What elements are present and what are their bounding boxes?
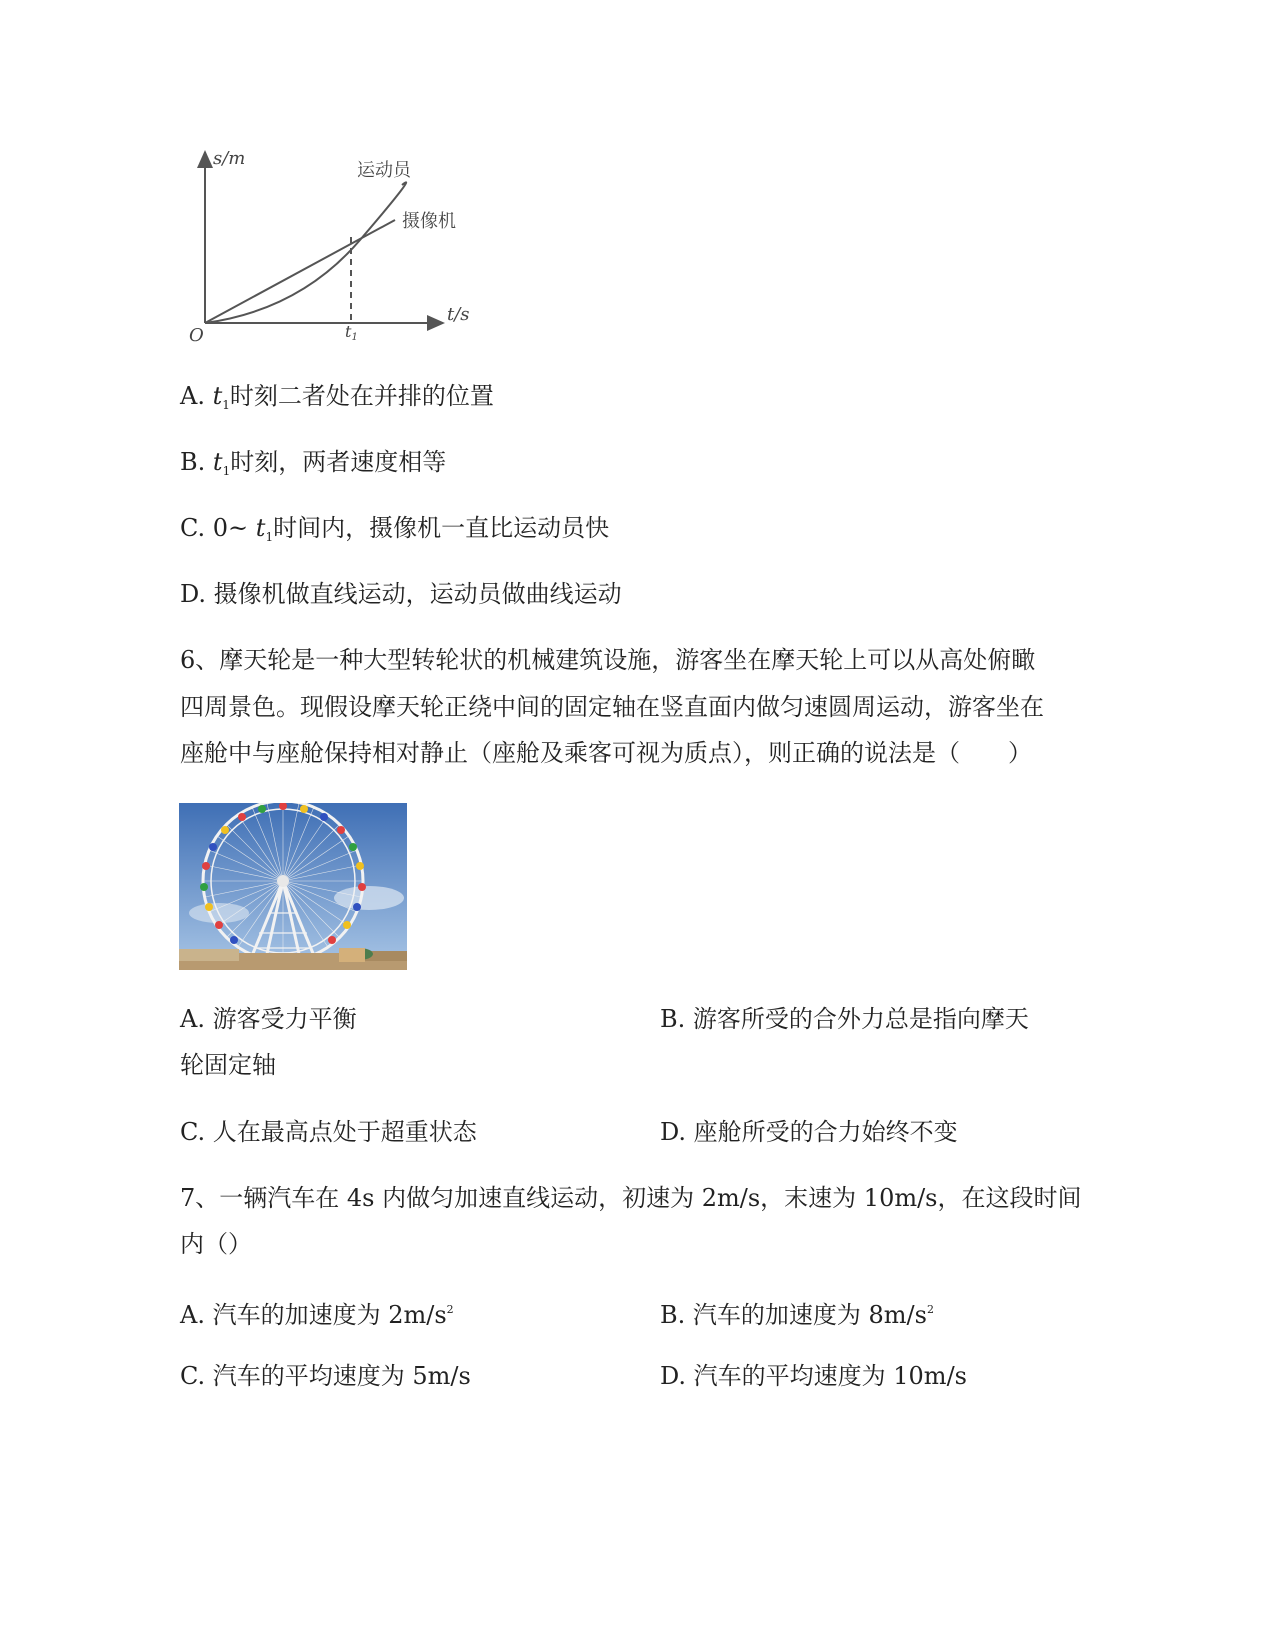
q6-stem-line3: 座舱中与座舱保持相对静止（座舱及乘客可视为质点），则正确的说法是（ ） — [180, 739, 1032, 767]
q7-stem-line1: 7、一辆汽车在 4s 内做匀加速直线运动，初速为 2m/s，末速为 10m/s，在这段时间 — [180, 1184, 1082, 1212]
q6-stem-line1: 6、摩天轮是一种大型转轮状的机械建筑设施，游客坐在摩天轮上可以从高处俯瞰 — [180, 646, 1036, 674]
s-t-graph — [180, 140, 500, 355]
q7-option-c: C. 汽车的平均速度为 5m/s — [180, 1362, 471, 1390]
y-axis-label: s/m — [213, 148, 246, 169]
athlete-curve — [205, 182, 406, 323]
t1-label: t1 — [345, 322, 358, 343]
q5-option-b: B. $t_1$时刻，两者速度相等 — [180, 448, 447, 478]
ferris-wheel-photo — [179, 803, 407, 970]
q6-option-c: C. 人在最高点处于超重状态 — [180, 1118, 477, 1146]
q6-option-b: B. 游客所受的合外力总是指向摩天 — [660, 1005, 1029, 1033]
q5-option-a: A. $t_1$时刻二者处在并排的位置 — [180, 382, 494, 412]
q6-stem-line2: 四周景色。现假设摩天轮正绕中间的固定轴在竖直面内做匀速圆周运动，游客坐在 — [180, 693, 1044, 721]
q6-option-d: D. 座舱所受的合力始终不变 — [660, 1118, 958, 1146]
q5-option-d: D. 摄像机做直线运动，运动员做曲线运动 — [180, 580, 622, 608]
q7-stem-line2: 内（） — [180, 1230, 252, 1258]
q5-option-c: C. 0~ $t_1$时间内，摄像机一直比运动员快 — [180, 514, 610, 544]
camera-label: 摄像机 — [402, 211, 456, 232]
q7-option-b: B. 汽车的加速度为 $8m/s^2$ — [660, 1301, 934, 1329]
q7-option-d: D. 汽车的平均速度为 10m/s — [660, 1362, 967, 1390]
x-axis-label: t/s — [447, 304, 470, 325]
q6-option-a: A. 游客受力平衡 — [180, 1005, 357, 1033]
origin-label: O — [189, 325, 204, 346]
q6-option-b-continued: 轮固定轴 — [180, 1051, 276, 1079]
camera-line — [205, 220, 395, 323]
q7-option-a: A. 汽车的加速度为 $2m/s^2$ — [180, 1301, 454, 1329]
athlete-label: 运动员 — [357, 160, 411, 181]
